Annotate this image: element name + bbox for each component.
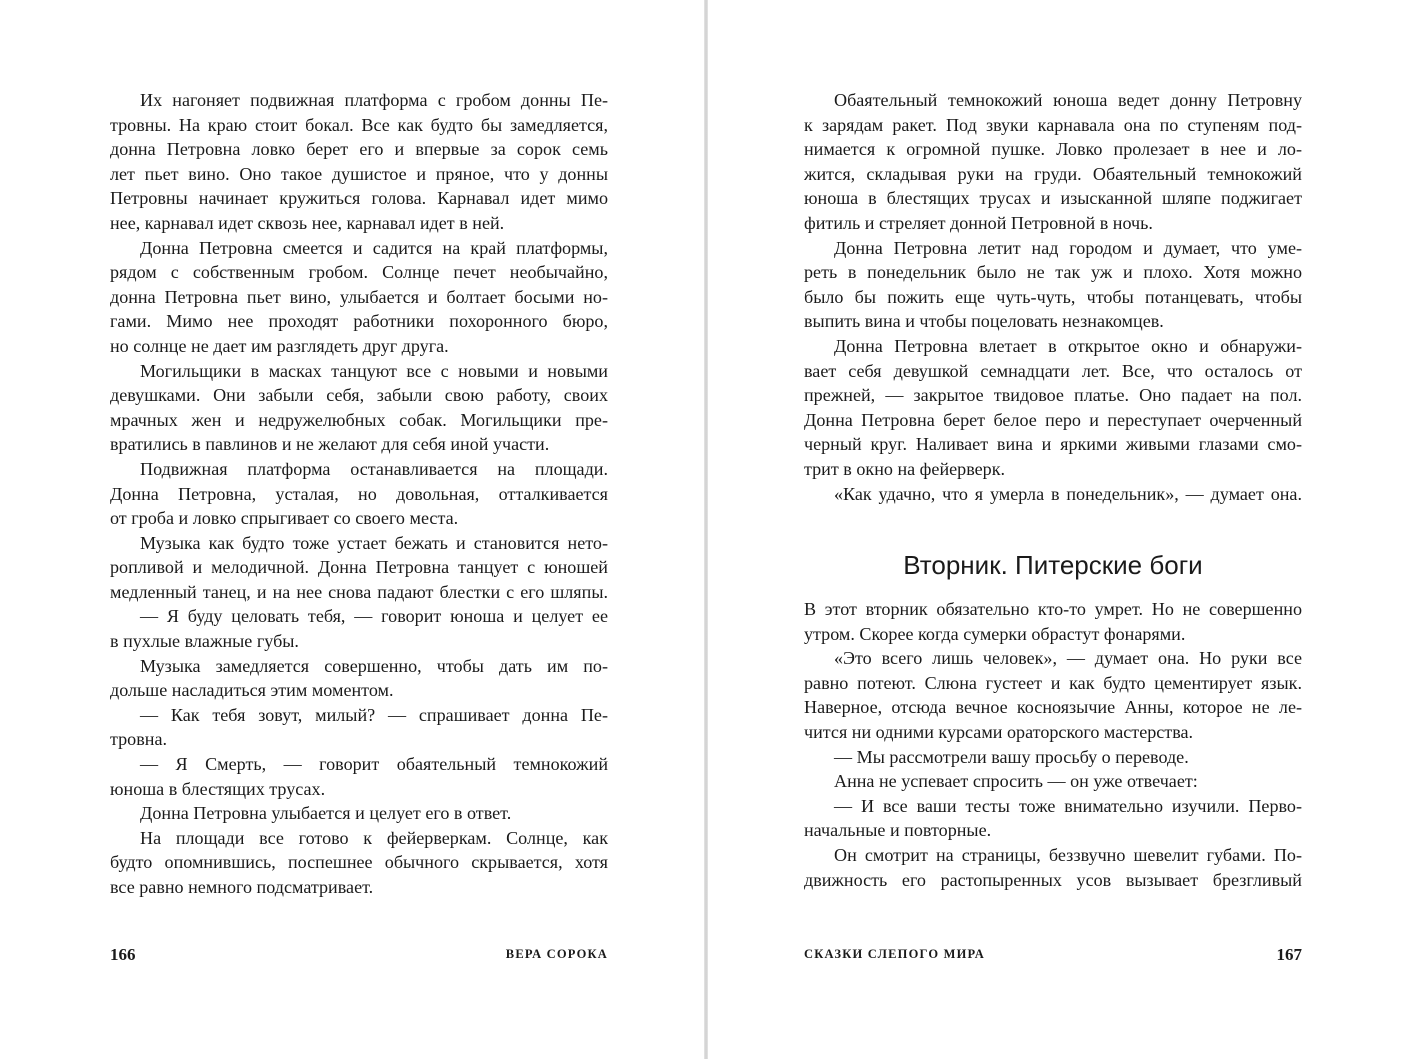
running-head-title: СКАЗКИ СЛЕПОГО МИРА: [804, 947, 986, 961]
text-line: Донна Петровна берет белое перо и переступает очерченный: [804, 409, 1302, 430]
text-line: ропливой и мелодичной. Донна Петровна танцует с юношей: [110, 557, 608, 578]
text-line: Донна Петровна летит над городом и думает, что уме-: [834, 237, 1302, 258]
text-line: Анна не успевает спросить — он уже отвечает:: [834, 771, 1198, 792]
text-line: в пухлые влажные губы.: [110, 631, 299, 652]
text-line: движность его растопыренных усов вызывает брезгливый: [804, 869, 1302, 890]
text-line: тровна.: [110, 729, 168, 750]
text-line: — Я Смерть, — говорит обаятельный темнокожий: [140, 754, 608, 775]
text-line: — Я буду целовать тебя, — говорит юноша и целует ее: [140, 606, 608, 627]
text-line: донна Петровна пьет вино, улыбается и болтает босыми но-: [110, 286, 608, 307]
text-line: рядом с собственным гробом. Солнце печет необычайно,: [110, 262, 608, 283]
left-page-footer: [110, 945, 608, 967]
text-line: дольше насладиться этим моментом.: [110, 680, 394, 701]
text-line: Подвижная платформа останавливается на площади.: [140, 458, 608, 479]
text-line: Музыка как будто тоже устает бежать и становится нето-: [140, 532, 608, 553]
text-line: нимается к огромной пушке. Ловко пролезает в нее и ло-: [804, 139, 1302, 160]
text-line: На площади все готово к фейерверкам. Солнце, как: [140, 827, 608, 848]
text-line: вает себя девушкой семнадцати лет. Все, что осталось от: [804, 360, 1302, 381]
text-line: чится ни одними курсами ораторского мастерства.: [804, 722, 1194, 743]
text-line: черный круг. Наливает вина и яркими живыми глазами смо-: [804, 434, 1302, 455]
text-line: девушками. Они забыли себя, забыли свою работу, своих: [110, 385, 608, 406]
text-line: Петровны начинает кружиться голова. Карнавал идет мимо: [110, 188, 608, 209]
text-line: — Мы рассмотрели вашу просьбу о переводе.: [834, 746, 1189, 767]
text-line: юноша в блестящих трусах.: [110, 778, 326, 799]
right-page-footer: [804, 945, 1302, 967]
text-line: но солнце не дает им разглядеть друг друга.: [110, 335, 449, 356]
chapter-opening-text: [804, 597, 1302, 892]
text-line: Наверное, отсюда вечное косноязычие Анны, которое не ле-: [804, 697, 1302, 718]
text-line: гами. Мимо нее проходят работники похоронного бюро,: [110, 311, 608, 332]
text-line: юноша в блестящих трусах и изысканной шляпе поджигает: [804, 188, 1302, 209]
text-line: нее, карнавал идет сквозь нее, карнавал идет в ней.: [110, 212, 505, 233]
right-page: [708, 0, 1410, 1059]
text-line: Обаятельный темнокожий юноша ведет донну Петровну: [834, 90, 1302, 110]
text-line: Их нагоняет подвижная платформа с гробом донны Пе-: [140, 90, 608, 110]
text-line: Музыка замедляется совершенно, чтобы дать им по-: [140, 655, 608, 676]
text-line: — Как тебя зовут, милый? — спрашивает донна Пе-: [140, 704, 608, 725]
text-line: было бы пожить еще чуть-чуть, чтобы потанцевать, чтобы: [804, 286, 1302, 307]
text-line: Донна Петровна улыбается и целует его в ответ.: [140, 803, 512, 824]
text-line: трит в окно на фейерверк.: [804, 458, 1006, 479]
text-line: лет пьет вино. Оно такое душистое и пряное, что у донны: [110, 163, 608, 184]
text-line: выпить вина и чтобы поцеловать незнакомцев.: [804, 311, 1164, 332]
text-line: прежней, — закрытое твидовое платье. Оно падает на пол.: [804, 385, 1302, 406]
text-line: Донна Петровна, усталая, но довольная, отталкивается: [110, 483, 608, 504]
page-number-right: 167: [1276, 945, 1302, 964]
text-line: реть в понедельник было не так уж и плохо. Хотя можно: [804, 262, 1302, 283]
text-line: тровны. На краю стоит бокал. Все как будто бы замедляется,: [110, 114, 608, 135]
text-line: от гроба и ловко спрыгивает со своего места.: [110, 508, 459, 529]
text-line: жится, складывая руки на груди. Обаятельный темнокожий: [804, 163, 1302, 184]
text-line: начальные и повторные.: [804, 820, 992, 841]
text-line: утром. Скорее когда сумерки обрастут фонарями.: [804, 623, 1186, 644]
text-line: медленный танец, и на нее снова падают блестки с его шляпы.: [110, 581, 608, 602]
chapter-heading: Вторник. Питерские боги: [903, 550, 1203, 581]
text-line: В этот вторник обязательно кто-то умрет. Но не совершенно: [804, 599, 1302, 620]
text-line: фитиль и стреляет донной Петровной в ночь.: [804, 212, 1153, 233]
text-line: Он смотрит на страницы, беззвучно шевелит губами. По-: [834, 845, 1302, 866]
text-line: к зарядам ракет. Под звуки карнавала она по ступеням под-: [804, 114, 1302, 135]
text-line: Донна Петровна смеется и садится на край платформы,: [140, 237, 608, 258]
right-page-body: [804, 88, 1302, 892]
text-line: Донна Петровна влетает в открытое окно и обнаружи-: [834, 335, 1302, 356]
text-line: — И все ваши тесты тоже внимательно изучили. Перво-: [834, 795, 1302, 816]
text-line: донна Петровна ловко берет его и впервые за сорок семь: [110, 139, 608, 160]
text-line: будто опомнившись, поспешнее обычного скрывается, хотя: [110, 852, 608, 873]
text-line: «Это всего лишь человек», — думает она. Но руки все: [834, 648, 1302, 669]
page-number-left: 166: [110, 945, 136, 964]
chapter-ending-text: [804, 88, 1302, 506]
left-page-body: [110, 88, 608, 900]
running-head-author: ВЕРА СОРОКА: [505, 947, 608, 961]
left-page: [0, 0, 704, 1059]
text-line: вратились в павлинов и не желают для себя иной участи.: [110, 434, 550, 455]
text-line: Могильщики в масках танцуют все с новыми и новыми: [140, 360, 608, 381]
text-line: «Как удачно, что я умерла в понедельник», — думает она.: [834, 483, 1302, 504]
text-line: равно потеют. Слюна густеет и как будто цементирует язык.: [804, 672, 1302, 693]
text-line: мрачных жен и недружелюбных собак. Могильщики пре-: [110, 409, 608, 430]
text-line: все равно немного подсматривает.: [110, 877, 374, 897]
